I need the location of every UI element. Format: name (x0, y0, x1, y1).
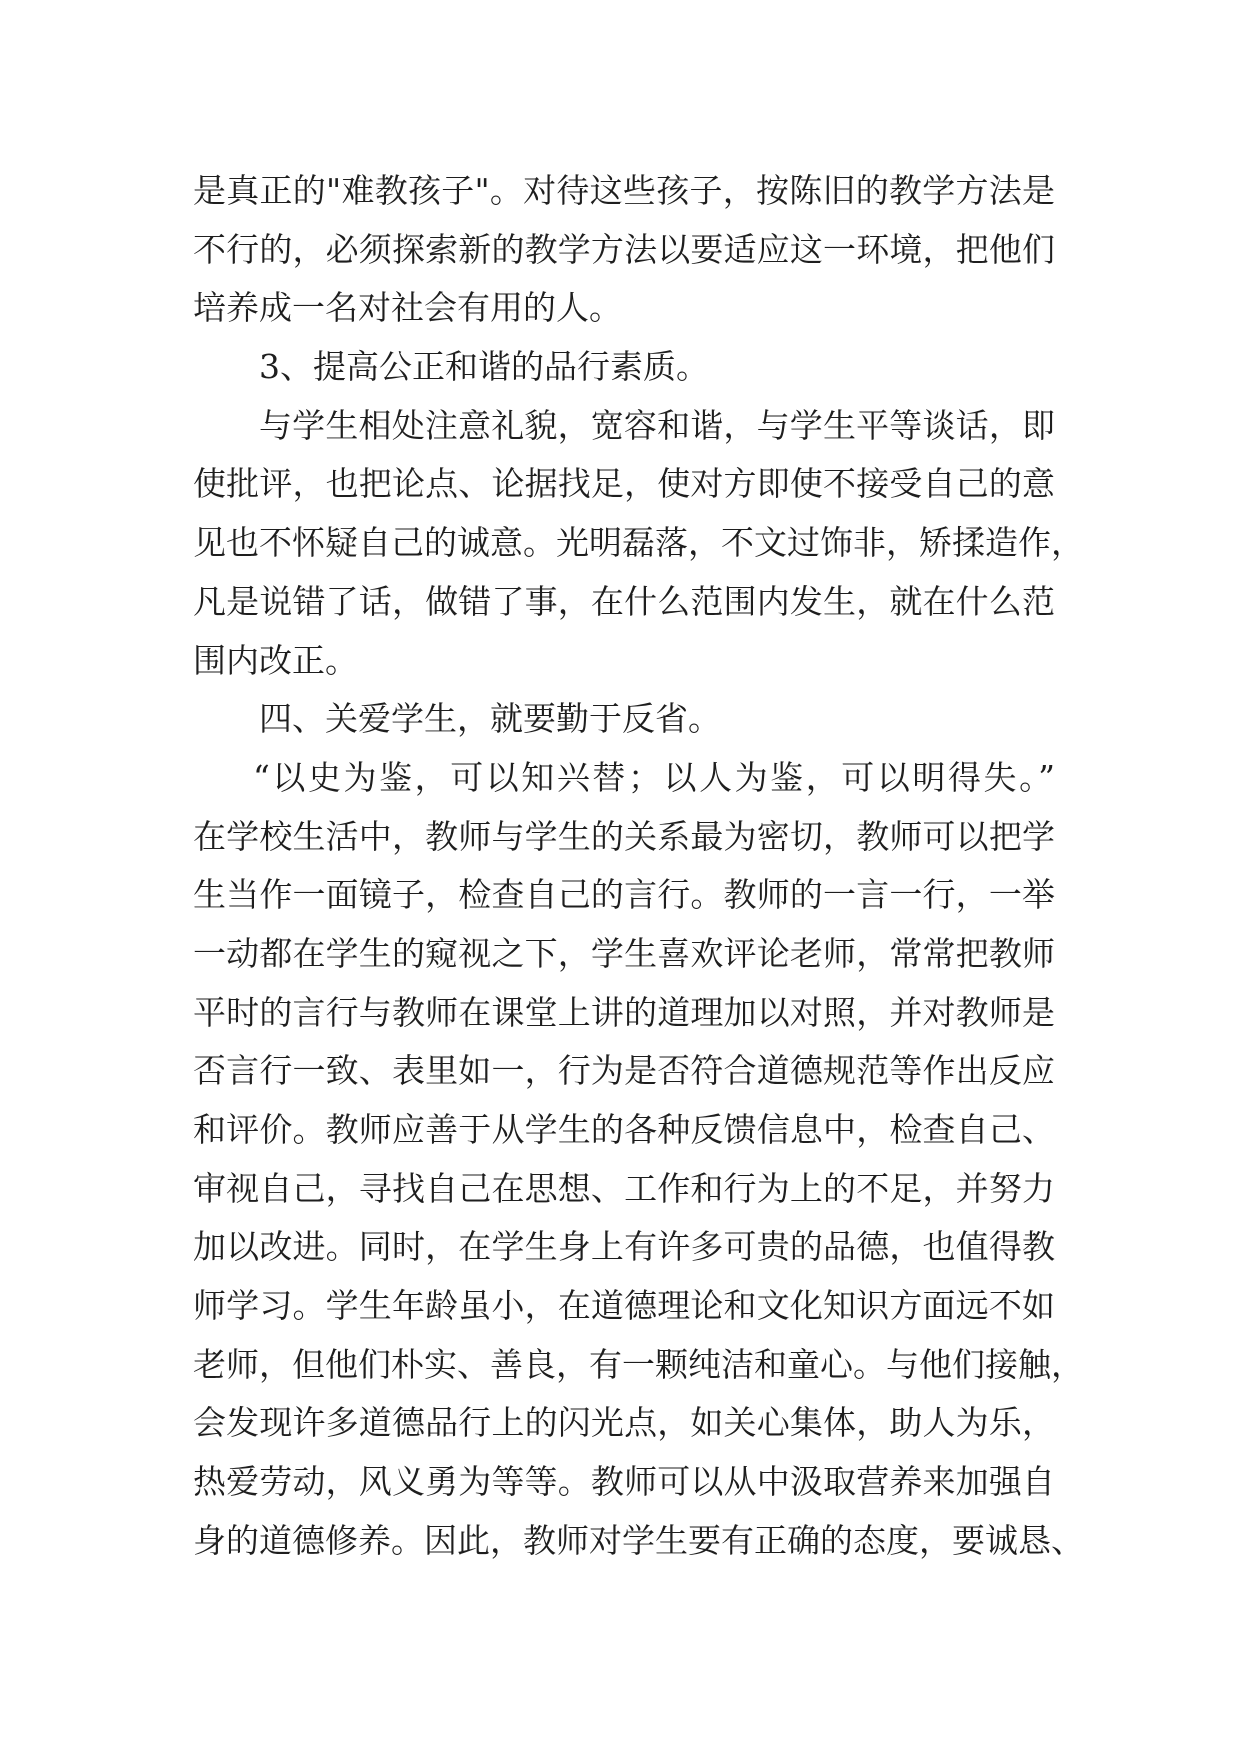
quote-line: “以史为鉴，可以知兴替；以人为鉴，可以明得失。” (253, 757, 1055, 797)
text-line: 平时的言行与教师在课堂上讲的道理加以对照，并对教师是 (193, 992, 1055, 1032)
text-line: 使批评，也把论点、论据找足，使对方即使不接受自己的意 (193, 464, 1055, 504)
text-line: 培养成一名对社会有用的人。 (193, 288, 622, 328)
text-line: 会发现许多道德品行上的闪光点，如关心集体，助人为乐， (193, 1403, 1055, 1443)
text-line: 师学习。学生年龄虽小，在道德理论和文化知识方面远不如 (193, 1286, 1055, 1326)
text-line: 与学生相处注意礼貌，宽容和谐，与学生平等谈话，即 (259, 405, 1055, 445)
text-line: 在学校生活中，教师与学生的关系最为密切，教师可以把学 (193, 816, 1055, 856)
text-line: 见也不怀疑自己的诚意。光明磊落，不文过饰非，矫揉造作， (193, 523, 1084, 563)
text-line: 加以改进。同时，在学生身上有许多可贵的品德，也值得教 (193, 1227, 1055, 1267)
text-line: 凡是说错了话，做错了事，在什么范围内发生，就在什么范 (193, 581, 1055, 621)
text-line: 和评价。教师应善于从学生的各种反馈信息中，检查自己、 (193, 1110, 1055, 1149)
text-line: 否言行一致、表里如一，行为是否符合道德规范等作出反应 (193, 1051, 1055, 1091)
text-line: 不行的，必须探索新的教学方法以要适应这一环境，把他们 (193, 229, 1055, 269)
text-line: 生当作一面镜子，检查自己的言行。教师的一言一行，一举 (193, 875, 1055, 915)
body-text (193, 162, 1084, 1571)
text-line: 老师，但他们朴实、善良，有一颗纯洁和童心。与他们接触， (193, 1344, 1084, 1384)
text-line: 审视自己，寻找自己在思想、工作和行为上的不足，并努力 (193, 1168, 1055, 1208)
text-line: 围内改正。 (193, 640, 358, 680)
text-line: 一动都在学生的窥视之下，学生喜欢评论老师，常常把教师 (193, 933, 1055, 973)
section-heading: 3、提高公正和谐的品行素质。 (259, 347, 709, 387)
text-line: 是真正的"难教孩子"。对待这些孩子，按陈旧的教学方法是 (193, 171, 1055, 210)
text-line: 热爱劳动，风义勇为等等。教师可以从中汲取营养来加强自 (193, 1462, 1055, 1502)
text-line: 身的道德修养。因此，教师对学生要有正确的态度，要诚恳、 (193, 1520, 1084, 1560)
section-heading: 四、关爱学生，就要勤于反省。 (259, 699, 721, 739)
